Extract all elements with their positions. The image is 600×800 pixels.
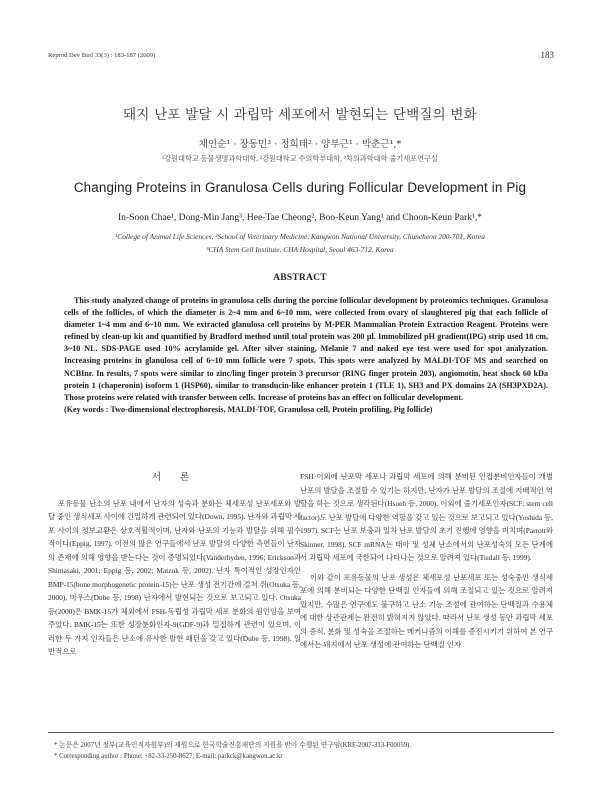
intro-heading: 서 론 bbox=[151, 472, 198, 483]
footnote-divider bbox=[48, 732, 554, 733]
funding-footnote: * 논문은 2007년 정부(교육인적자원부)의 재원으로 한국학술진흥재단의 지원을 받아 수행된 연구임(KRF-2007-313-F00059). bbox=[54, 742, 412, 749]
corresponding-author-footnote: * Corresponding author : Phone: +82-33-250-8627, E-mail: parkck@kangwon.ac.kr bbox=[54, 753, 283, 760]
intro-left-column bbox=[48, 470, 301, 659]
korean-authors: 채인순¹ · 장동민³ · 정희태² · 양부근¹ · 박춘근¹,* bbox=[198, 139, 402, 150]
page-number: 183 bbox=[540, 50, 554, 60]
english-affiliation-1: ¹College of Animal Life Sciences, ²School of Veterinary Medicine, Kangwon National University, Chuncheon 200-701, Korea bbox=[115, 232, 485, 241]
intro-paragraph-2: 이와 같이 포유동물의 난포 생성은 체세포성 난포세포 또는 성숙중인 생식세포에 의해 분비되는 다양한 단백질 인자들에 의해 조절되고 있는 것으로 알려져 있지만, 수많은 연구에도 불구하고 난소 기능 조절에 관여하는 단백질과 수용체에 대한 상관관계는 완전히 밝혀지지 않았다. 따라서 난포 생성 동안 과립막 세포의 증식, 분화 및 성숙을 조절하는 메커니즘의 이해를 증진시키기 위하여 본 연구에서는 돼지에서 난포 생성에 관여하는 단백질 인자 bbox=[300, 572, 553, 649]
english-affiliation-2: ³CHA Stem Cell Institute, CHA Hospital, Seoul 463-712, Korea bbox=[206, 245, 394, 254]
abstract-text: This study analyzed change of proteins in granulosa cells during the porcine follicular development by proteomics techniques. Granulosa cells of the follicles, of which the diameter is 2~4 mm and 6~10 mm, were collected from ovary of slaughtered pig that each follicle of diameter 1~4 mm and 6~10 mm. We extracted glanulosa cell proteins by M-PER Mammalian Protein Extraction Reagent. Proteins were refined by clean-up kit and quantified by Bradford method until total protein was 200 µl. Immobilized pH gradient(IPG) strip used 18 cm, 3~10 NL. SDS-PAGE used 10% acrylamide gel. After silver staining, Melanie 7 and naked eye test were used for spot analyzation. Increasing proteins in glanulosa cell of 6~10 mm follicle were 7 spots. This spots were analyzed by MALDI-TOF MS and searched on NCBInr. In results, 7 spots were similar to zinc/ling finger protein 3 precursor (RING finger protein 203), angiomotin, heat shock 60 kDa protein 1 (chaperonin) isoform 1 (HSP60), similar to transducin-like enhancer protein 1 (TLE 1), SH3 and PX domains 2A (SH3PXD2A). Those proteins were related with transfer between cells. Increase of proteins has an effect on follicular development. bbox=[64, 296, 548, 402]
english-title: Changing Proteins in Granulosa Cells during Follicular Development in Pig bbox=[73, 180, 527, 195]
korean-title: 돼지 난포 발달 시 과립막 세포에서 발현되는 단백질의 변화 bbox=[123, 107, 477, 123]
journal-citation: Reprod Dev Biol 33(3) : 183-187 (2009) bbox=[48, 52, 156, 59]
abstract-heading: ABSTRACT bbox=[273, 272, 327, 283]
footnotes bbox=[48, 740, 554, 762]
english-authors: In-Soon Chae¹, Dong-Min Jang³, Hee-Tae Cheong², Boo-Keun Yang¹ and Choon-Keun Park¹,* bbox=[117, 212, 483, 223]
abstract-body bbox=[64, 295, 548, 416]
intro-paragraph-continued: FSH 이외에 난포막 세포나 과립막 세포에 의해 분비된 인접분비인자들이 개별 난포의 발달을 조절할 수 있기는 하지만, 난자가 난포 발달의 조절에 지배적인 역할을 하는 것으로 생각된다(Hsueh 등, 2000). 이외에 줄기세포인자(SCF; stem cell factor)도 난포 발달에 다양한 역할을 갖고 있는 것으로 보고되고 있다(Yoshida 등, 1997). SCF는 난포 보충과 일차 난포 발달의 초기 진행에 영향을 미치며(Parrott와 Skinner, 1998), SCF mRNA는 태아 및 성체 난소에서의 난포성숙의 모든 단계에서 과립막 세포에 국한되어 나타나는 것으로 알려져 있다(Tisdall 등, 1999). bbox=[300, 472, 553, 562]
keywords: (Key words : Two-dimensional electrophoresis, MALDI-TOF, Granulosa cell, Protein profiling, Pig follicle) bbox=[64, 404, 433, 414]
korean-affiliations: ¹강원대학교 동물생명과학대학, ²강원대학교 수의학부대학, ³차의과학대학 줄기세포연구실 bbox=[162, 155, 438, 163]
intro-paragraph-1: 포유동물 난소의 난포 내에서 난자의 성숙과 분화는 체세포성 난포세포와 발달 중인 생식세포 사이에 긴밀하게 관련되어 있다(Down, 1995). 난자와 과립막 세포 사이의 정보교환은 상호적활적이며, 난자와 난포의 기능과 발달을 위해 필수적이다(Eppig, 1997). 이전의 많은 연구들에서 난포 발달의 다양한 측면들이 난자의 존재에 의해 영향을 받는다는 것이 증명되었다(Vanderhyden, 1996; Erickson과 Shimasaki, 2001; Eppig 등, 2002; Matzuk 등, 2002). 난자 특이적인 성장인자인 BMP-15(bone morphogenetic protein-15)는 난포 생성 전기간에 걸쳐 쥐(Otsuka 등, 2000), 마우스(Dube 등, 1998) 난자에서 발현되는 것으로 보고되고 있다. Otsuka 등(2000)은 BMK-15가 체외에서 FSH-독립성 과립막 세포 분화의 원인임을 보여주었다. BMK-15는 또한 성장분화인자-9(GDF-9)과 밀접하게 관련이 있으며, 이러한 두 가지 인자들은 난소에 유사한 발현 패턴을 갖고 있다(Dube 등, 1998). 일반적으로 bbox=[48, 498, 301, 656]
intro-right-column bbox=[300, 470, 553, 652]
